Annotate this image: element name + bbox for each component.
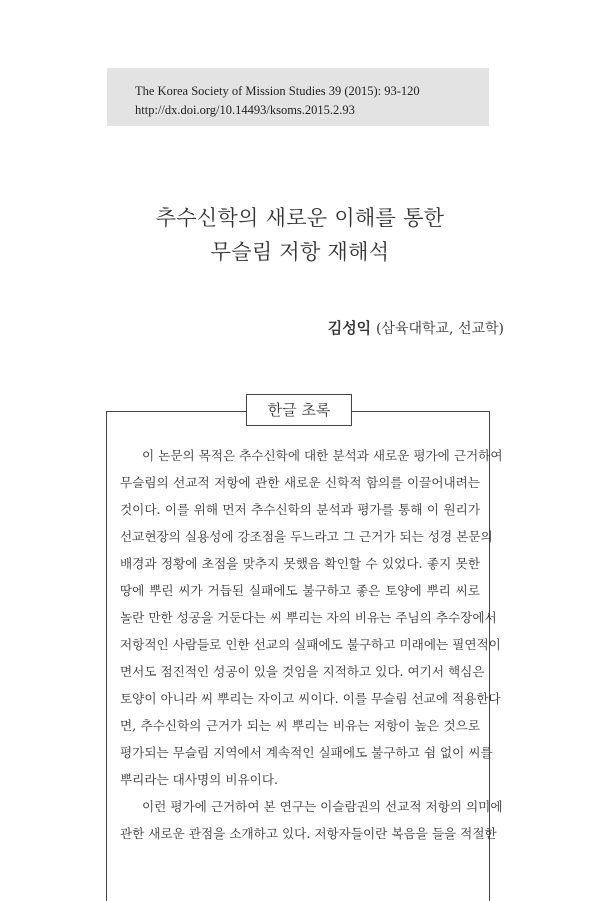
abstract-line: 평가되는 무슬림 지역에서 계속적인 실패에도 불구하고 쉼 없이 씨를 (120, 745, 493, 760)
doi-link[interactable]: http://dx.doi.org/10.14493/ksoms.2015.2.93 (135, 103, 355, 117)
abstract-body (120, 446, 503, 851)
abstract-line: 놀란 만한 성공을 거둔다는 씨 뿌리는 자의 비유는 주님의 추수장에서 (120, 610, 497, 625)
abstract-line: 관한 새로운 관점을 소개하고 있다. 저항자들이란 복음을 들을 적절한 (120, 826, 497, 841)
title-line-2: 무슬림 저항 재해석 (210, 240, 390, 264)
author-info (328, 317, 504, 338)
abstract-line: 면, 추수신학의 근거가 되는 씨 뿌리는 비유는 저항이 높은 것으로 (120, 718, 480, 733)
abstract-line: 것이다. 이를 위해 먼저 추수신학의 분석과 평가를 통해 이 원리가 (120, 502, 480, 517)
abstract-line: 선교현장의 실용성에 강조점을 두느라고 그 근거가 되는 성경 본문의 (120, 529, 493, 544)
author-name: 김성익 (327, 319, 372, 337)
abstract-line: 저항적인 사람들로 인한 선교의 실패에도 불구하고 미래에는 필연적이 (120, 637, 501, 652)
abstract-line: 배경과 정황에 초점을 맞추지 못했음 확인할 수 있었다. 좋지 못한 (120, 556, 480, 571)
title-line-1: 추수신학의 새로운 이해를 통한 (155, 206, 445, 230)
abstract-line: 이 논문의 목적은 추수신학에 대한 분석과 새로운 평가에 근거하여 (142, 448, 503, 463)
abstract-line: 뿌리라는 대사명의 비유이다. (120, 772, 278, 787)
journal-citation: The Korea Society of Mission Studies 39 (2015): 93-120 (135, 84, 420, 98)
author-affiliation: (삼육대학교, 선교학) (375, 321, 504, 337)
abstract-line: 토양이 아니라 씨 뿌리는 자이고 씨이다. 이를 무슬림 선교에 적용한다 (120, 691, 501, 706)
abstract-line: 무슬림의 선교적 저항에 관한 새로운 신학적 함의를 이끌어내려는 (120, 475, 480, 490)
abstract-line: 땅에 뿌린 씨가 거듭된 실패에도 불구하고 좋은 토양에 뿌리 씨로 (120, 583, 480, 598)
abstract-line: 면서도 점진적인 성공이 있을 것임을 지적하고 있다. 여기서 핵심은 (120, 664, 485, 679)
abstract-line: 이런 평가에 근거하여 본 연구는 이슬람권의 선교적 저항의 의미에 (142, 799, 503, 814)
journal-citation-box (107, 68, 489, 126)
abstract-label: 한글 초록 (246, 394, 352, 426)
